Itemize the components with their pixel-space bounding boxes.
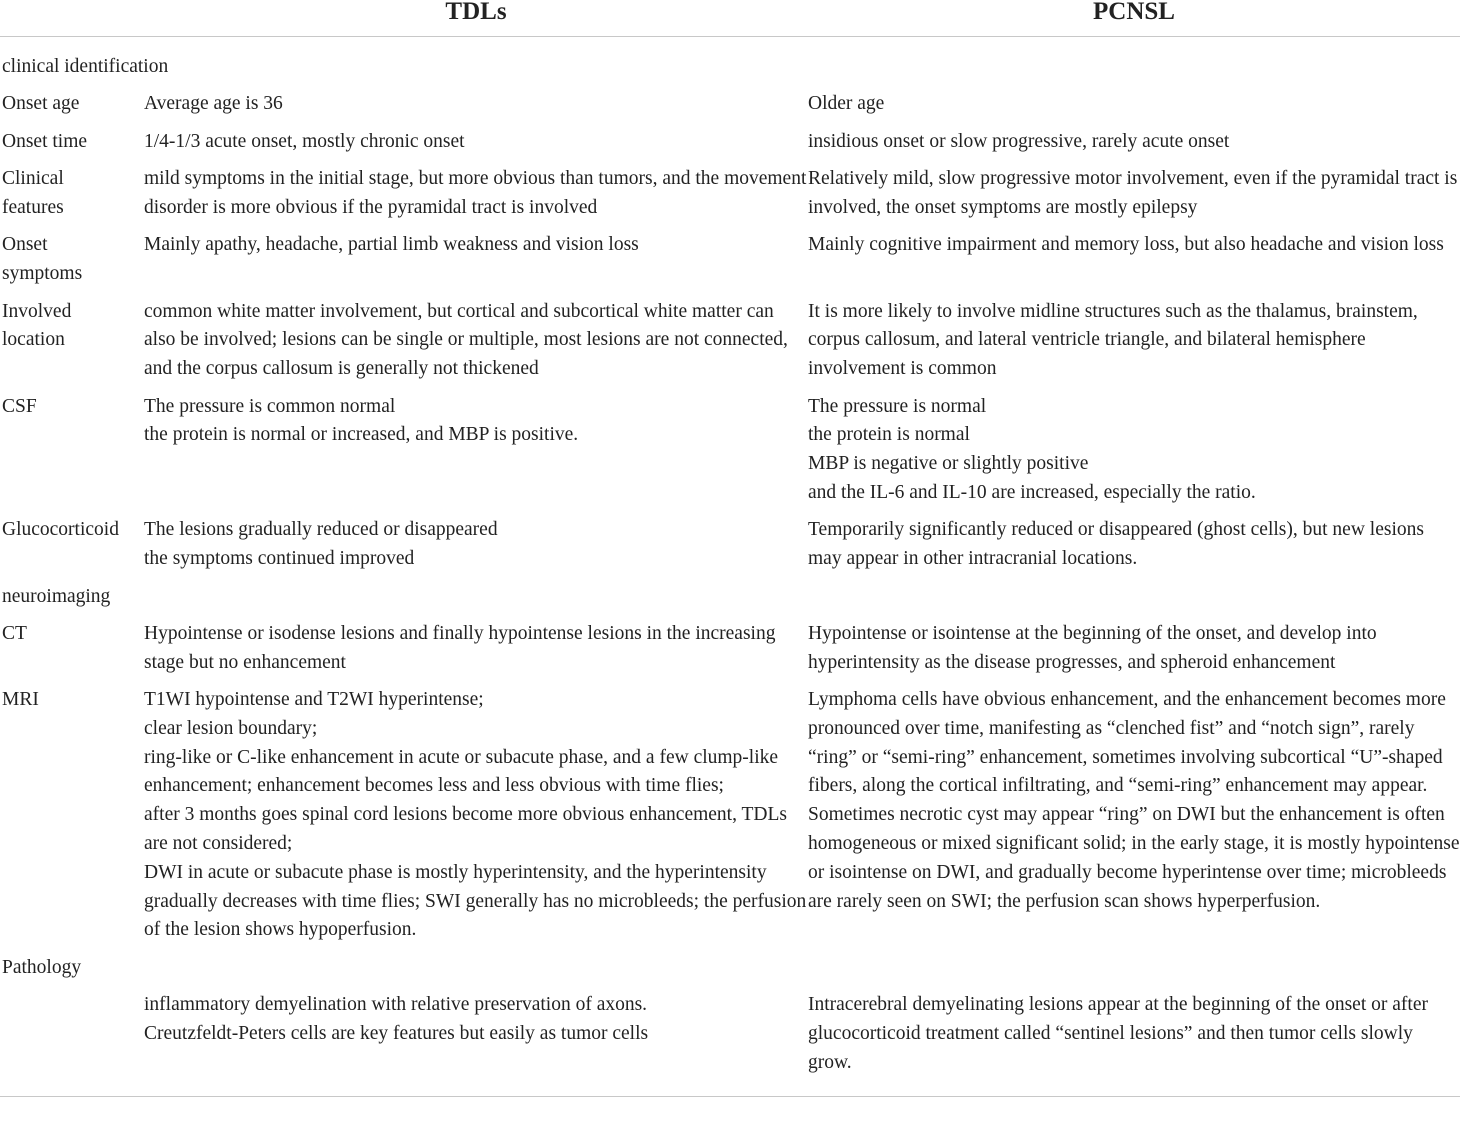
pcnsl-cell: The pressure is normal the protein is normal MBP is negative or slightly positive and the IL-6 and IL-10 are increased, especially the ratio. <box>808 395 1256 503</box>
section-heading: clinical identification <box>2 56 169 77</box>
table-row <box>0 128 1460 165</box>
row-label: CT <box>2 622 27 644</box>
section-heading: Pathology <box>2 956 82 978</box>
tdls-cell: Mainly apathy, headache, partial limb weakness and vision loss <box>144 234 639 256</box>
table-row <box>0 516 1460 582</box>
table-row <box>0 620 1460 686</box>
table-body <box>0 37 1460 1097</box>
row-label: Onset age <box>2 93 80 115</box>
row-label: CSF <box>2 395 37 417</box>
section-row <box>0 37 1460 91</box>
table-header <box>0 0 1460 37</box>
pcnsl-cell: Relatively mild, slow progressive motor involvement, even if the pyramidal tract is involved, the onset symptoms are mostly epilepsy <box>808 168 1458 218</box>
table-row <box>0 991 1460 1096</box>
section-row <box>0 954 1460 991</box>
row-label: Involved location <box>2 300 72 351</box>
header-label-column <box>0 0 144 37</box>
table-row <box>0 231 1460 297</box>
tdls-cell: 1/4-1/3 acute onset, mostly chronic onset <box>144 130 465 152</box>
row-label <box>0 991 144 1096</box>
section-heading: neuroimaging <box>2 585 111 607</box>
tdls-cell: inflammatory demyelination with relative preservation of axons. Creutzfeldt-Peters cells are key features but easily as tumor cells <box>144 991 808 1096</box>
row-label: Glucocorticoid <box>2 519 119 541</box>
pcnsl-cell: Hypointense or isointense at the beginning of the onset, and develop into hyperintensity as the disease progresses, and spheroid enhancement <box>808 622 1377 673</box>
tdls-cell: common white matter involvement, but cortical and subcortical white matter can also be involved; lesions can be single or multiple, most lesions are not connected, and the corpus callosum is generally not thickened <box>144 300 788 380</box>
table-row <box>0 393 1460 517</box>
table-row <box>0 165 1460 231</box>
pcnsl-cell: Temporarily significantly reduced or disappeared (ghost cells), but new lesions may appear in other intracranial locations. <box>808 519 1424 570</box>
row-label: MRI <box>2 689 39 711</box>
row-label: Onset time <box>2 130 88 152</box>
pcnsl-cell: Mainly cognitive impairment and memory loss, but also headache and vision loss <box>808 234 1444 256</box>
tdls-cell: Hypointense or isodense lesions and finally hypointense lesions in the increasing stage but no enhancement <box>144 622 776 673</box>
header-pcnsl: PCNSL <box>808 0 1460 37</box>
tdls-cell: The pressure is common normal the protein is normal or increased, and MBP is positive. <box>144 395 579 446</box>
pcnsl-cell: Older age <box>808 93 885 115</box>
tdls-cell: Average age is 36 <box>144 93 283 115</box>
header-row <box>0 0 1460 37</box>
pcnsl-cell: It is more likely to involve midline structures such as the thalamus, brainstem, corpus callosum, and lateral ventricle triangle, and bilateral hemisphere involvement is common <box>808 300 1418 380</box>
tdls-cell: mild symptoms in the initial stage, but more obvious than tumors, and the movement disorder is more obvious if the pyramidal tract is involved <box>144 168 807 218</box>
table-row <box>0 686 1460 954</box>
tdls-cell: The lesions gradually reduced or disappeared the symptoms continued improved <box>144 519 498 570</box>
pcnsl-cell: Lymphoma cells have obvious enhancement, and the enhancement becomes more pronounced over time, manifesting as “clenched fist” and “notch sign”, rarely “ring” or “semi-ring” enhancement, sometimes involving subcortical “U”-shaped fibers, along the cortical infiltrating, and “semi-ring” enhancement may appear. Sometimes necrotic cyst may appear “ring” on DWI but the enhancement is often homogeneous or mixed significant solid; in the early stage, it is mostly hypointense or isointense on DWI, and gradually become hyperintense over time; microbleeds are rarely seen on SWI; the perfusion scan shows hyperperfusion. <box>808 689 1460 912</box>
section-row <box>0 583 1460 620</box>
tdls-cell: T1WI hypointense and T2WI hyperintense; clear lesion boundary; ring-like or C-like enhancement in acute or subacute phase, and a few clump-like enhancement; enhancement becomes less and less obvious with time flies; after 3 months goes spinal cord lesions become more obvious enhancement, TDLs are not considered; DWI in acute or subacute phase is mostly hyperintensity, and the hyperintensity gradually decreases with time flies; SWI generally has no microbleeds; the perfusion of the lesion shows hypoperfusion. <box>144 689 807 941</box>
table-row <box>0 90 1460 127</box>
pcnsl-cell: insidious onset or slow progressive, rarely acute onset <box>808 130 1230 152</box>
row-label: Clinical features <box>2 168 64 218</box>
row-label: Onset symptoms <box>2 234 83 285</box>
table-row <box>0 298 1460 393</box>
pcnsl-cell: Intracerebral demyelinating lesions appear at the beginning of the onset or after glucocorticoid treatment called “sentinel lesions” and then tumor cells slowly grow. <box>808 991 1460 1096</box>
header-tdls: TDLs <box>144 0 808 37</box>
